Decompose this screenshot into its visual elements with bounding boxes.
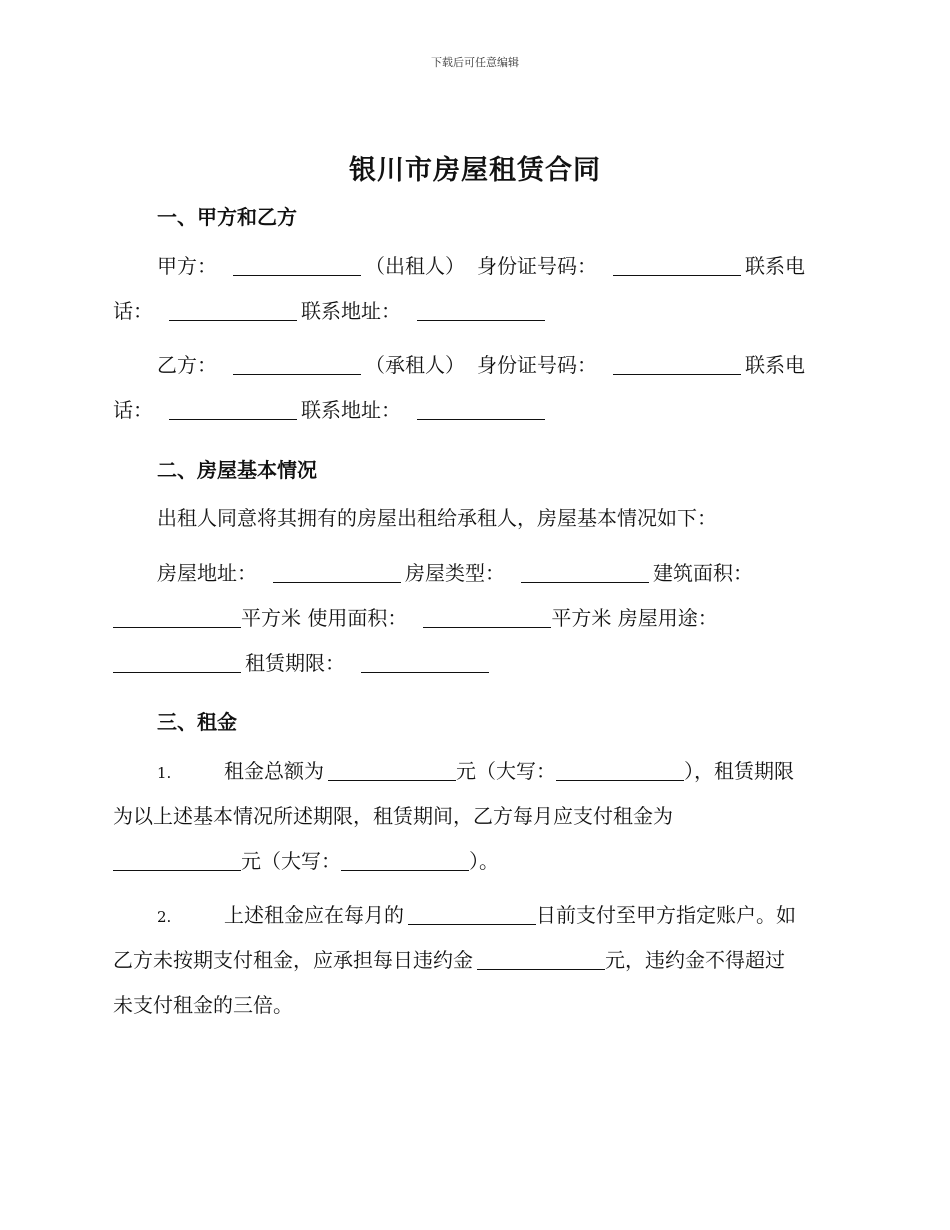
payment-day-label: 上述租金应在每月的: [224, 903, 404, 927]
property-address-blank[interactable]: [273, 562, 401, 583]
party-b-phone-label-cont: 话：: [113, 398, 153, 422]
monthly-rent-blank[interactable]: [113, 850, 241, 871]
payment-day-blank[interactable]: [408, 904, 536, 925]
party-b-name-blank[interactable]: [233, 354, 361, 375]
usable-area-label: 平方米 使用面积：: [241, 606, 408, 630]
payment-day-suffix: 日前支付至甲方指定账户。如: [536, 903, 796, 927]
property-address-label: 房屋地址：: [157, 561, 257, 585]
party-b-id-blank[interactable]: [613, 354, 741, 375]
late-fee-suffix: 元，违约金不得超过: [605, 948, 785, 972]
rent-item-2: [113, 893, 838, 1028]
party-b-id-label: 身份证号码：: [477, 353, 597, 377]
rent-item-1-number: 1.: [157, 764, 172, 782]
party-b-label: 乙方：: [157, 353, 217, 377]
usable-area-blank[interactable]: [423, 607, 551, 628]
section-heading-parties: 一、甲方和乙方: [157, 205, 297, 229]
monthly-rent-capital-label: 元（大写：: [241, 849, 341, 873]
party-a-label: 甲方：: [157, 254, 217, 278]
building-area-label: 建筑面积：: [653, 561, 753, 585]
rent-total-capital-label: 元（大写：: [456, 759, 556, 783]
party-a-name-blank[interactable]: [233, 255, 361, 276]
property-purpose-blank[interactable]: [113, 652, 241, 673]
party-a-address-label: 联系地址：: [301, 299, 401, 323]
party-a-role: （出租人）: [365, 254, 465, 278]
party-a-phone-label-cont: 话：: [113, 299, 153, 323]
property-purpose-label: 平方米 房屋用途：: [551, 606, 718, 630]
lease-term-blank[interactable]: [361, 652, 489, 673]
party-b-role: （承租人）: [365, 353, 465, 377]
party-a-phone-label: 联系电: [745, 254, 805, 278]
header-note: 下载后可任意编辑: [431, 56, 519, 69]
property-type-blank[interactable]: [521, 562, 649, 583]
party-a-paragraph: [113, 244, 838, 334]
building-area-blank[interactable]: [113, 607, 241, 628]
party-a-address-blank[interactable]: [417, 300, 545, 321]
rent-total-suffix: ），租赁期限: [684, 759, 794, 783]
lease-term-label: 租赁期限：: [245, 651, 345, 675]
property-intro-text: 出租人同意将其拥有的房屋出租给承租人，房屋基本情况如下：: [157, 506, 717, 530]
party-a-id-label: 身份证号码：: [477, 254, 597, 278]
property-type-label: 房屋类型：: [405, 561, 505, 585]
property-details-paragraph: [113, 551, 838, 686]
party-b-address-label: 联系地址：: [301, 398, 401, 422]
rent-item-1: [113, 749, 838, 884]
document-title: 银川市房屋租赁合同: [349, 155, 601, 186]
party-b-address-blank[interactable]: [417, 399, 545, 420]
rent-total-blank[interactable]: [328, 760, 456, 781]
party-a-phone-blank[interactable]: [169, 300, 297, 321]
late-fee-blank[interactable]: [477, 949, 605, 970]
party-a-id-blank[interactable]: [613, 255, 741, 276]
rent-item-2-number: 2.: [157, 908, 172, 926]
party-b-phone-blank[interactable]: [169, 399, 297, 420]
monthly-rent-capital-blank[interactable]: [341, 850, 469, 871]
rent-total-capital-blank[interactable]: [556, 760, 684, 781]
rent-item-2-line-3: 未支付租金的三倍。: [113, 993, 293, 1017]
party-b-paragraph: [113, 343, 838, 433]
late-fee-label: 乙方未按期支付租金，应承担每日违约金: [113, 948, 473, 972]
property-intro: [113, 496, 838, 541]
rent-total-label: 租金总额为: [224, 759, 324, 783]
section-heading-property: 二、房屋基本情况: [157, 458, 317, 482]
party-b-phone-label: 联系电: [745, 353, 805, 377]
rent-item-1-line-2: 为以上述基本情况所述期限，租赁期间，乙方每月应支付租金为: [113, 804, 673, 828]
monthly-rent-suffix: ）。: [469, 849, 499, 873]
section-heading-rent: 三、租金: [157, 710, 237, 734]
